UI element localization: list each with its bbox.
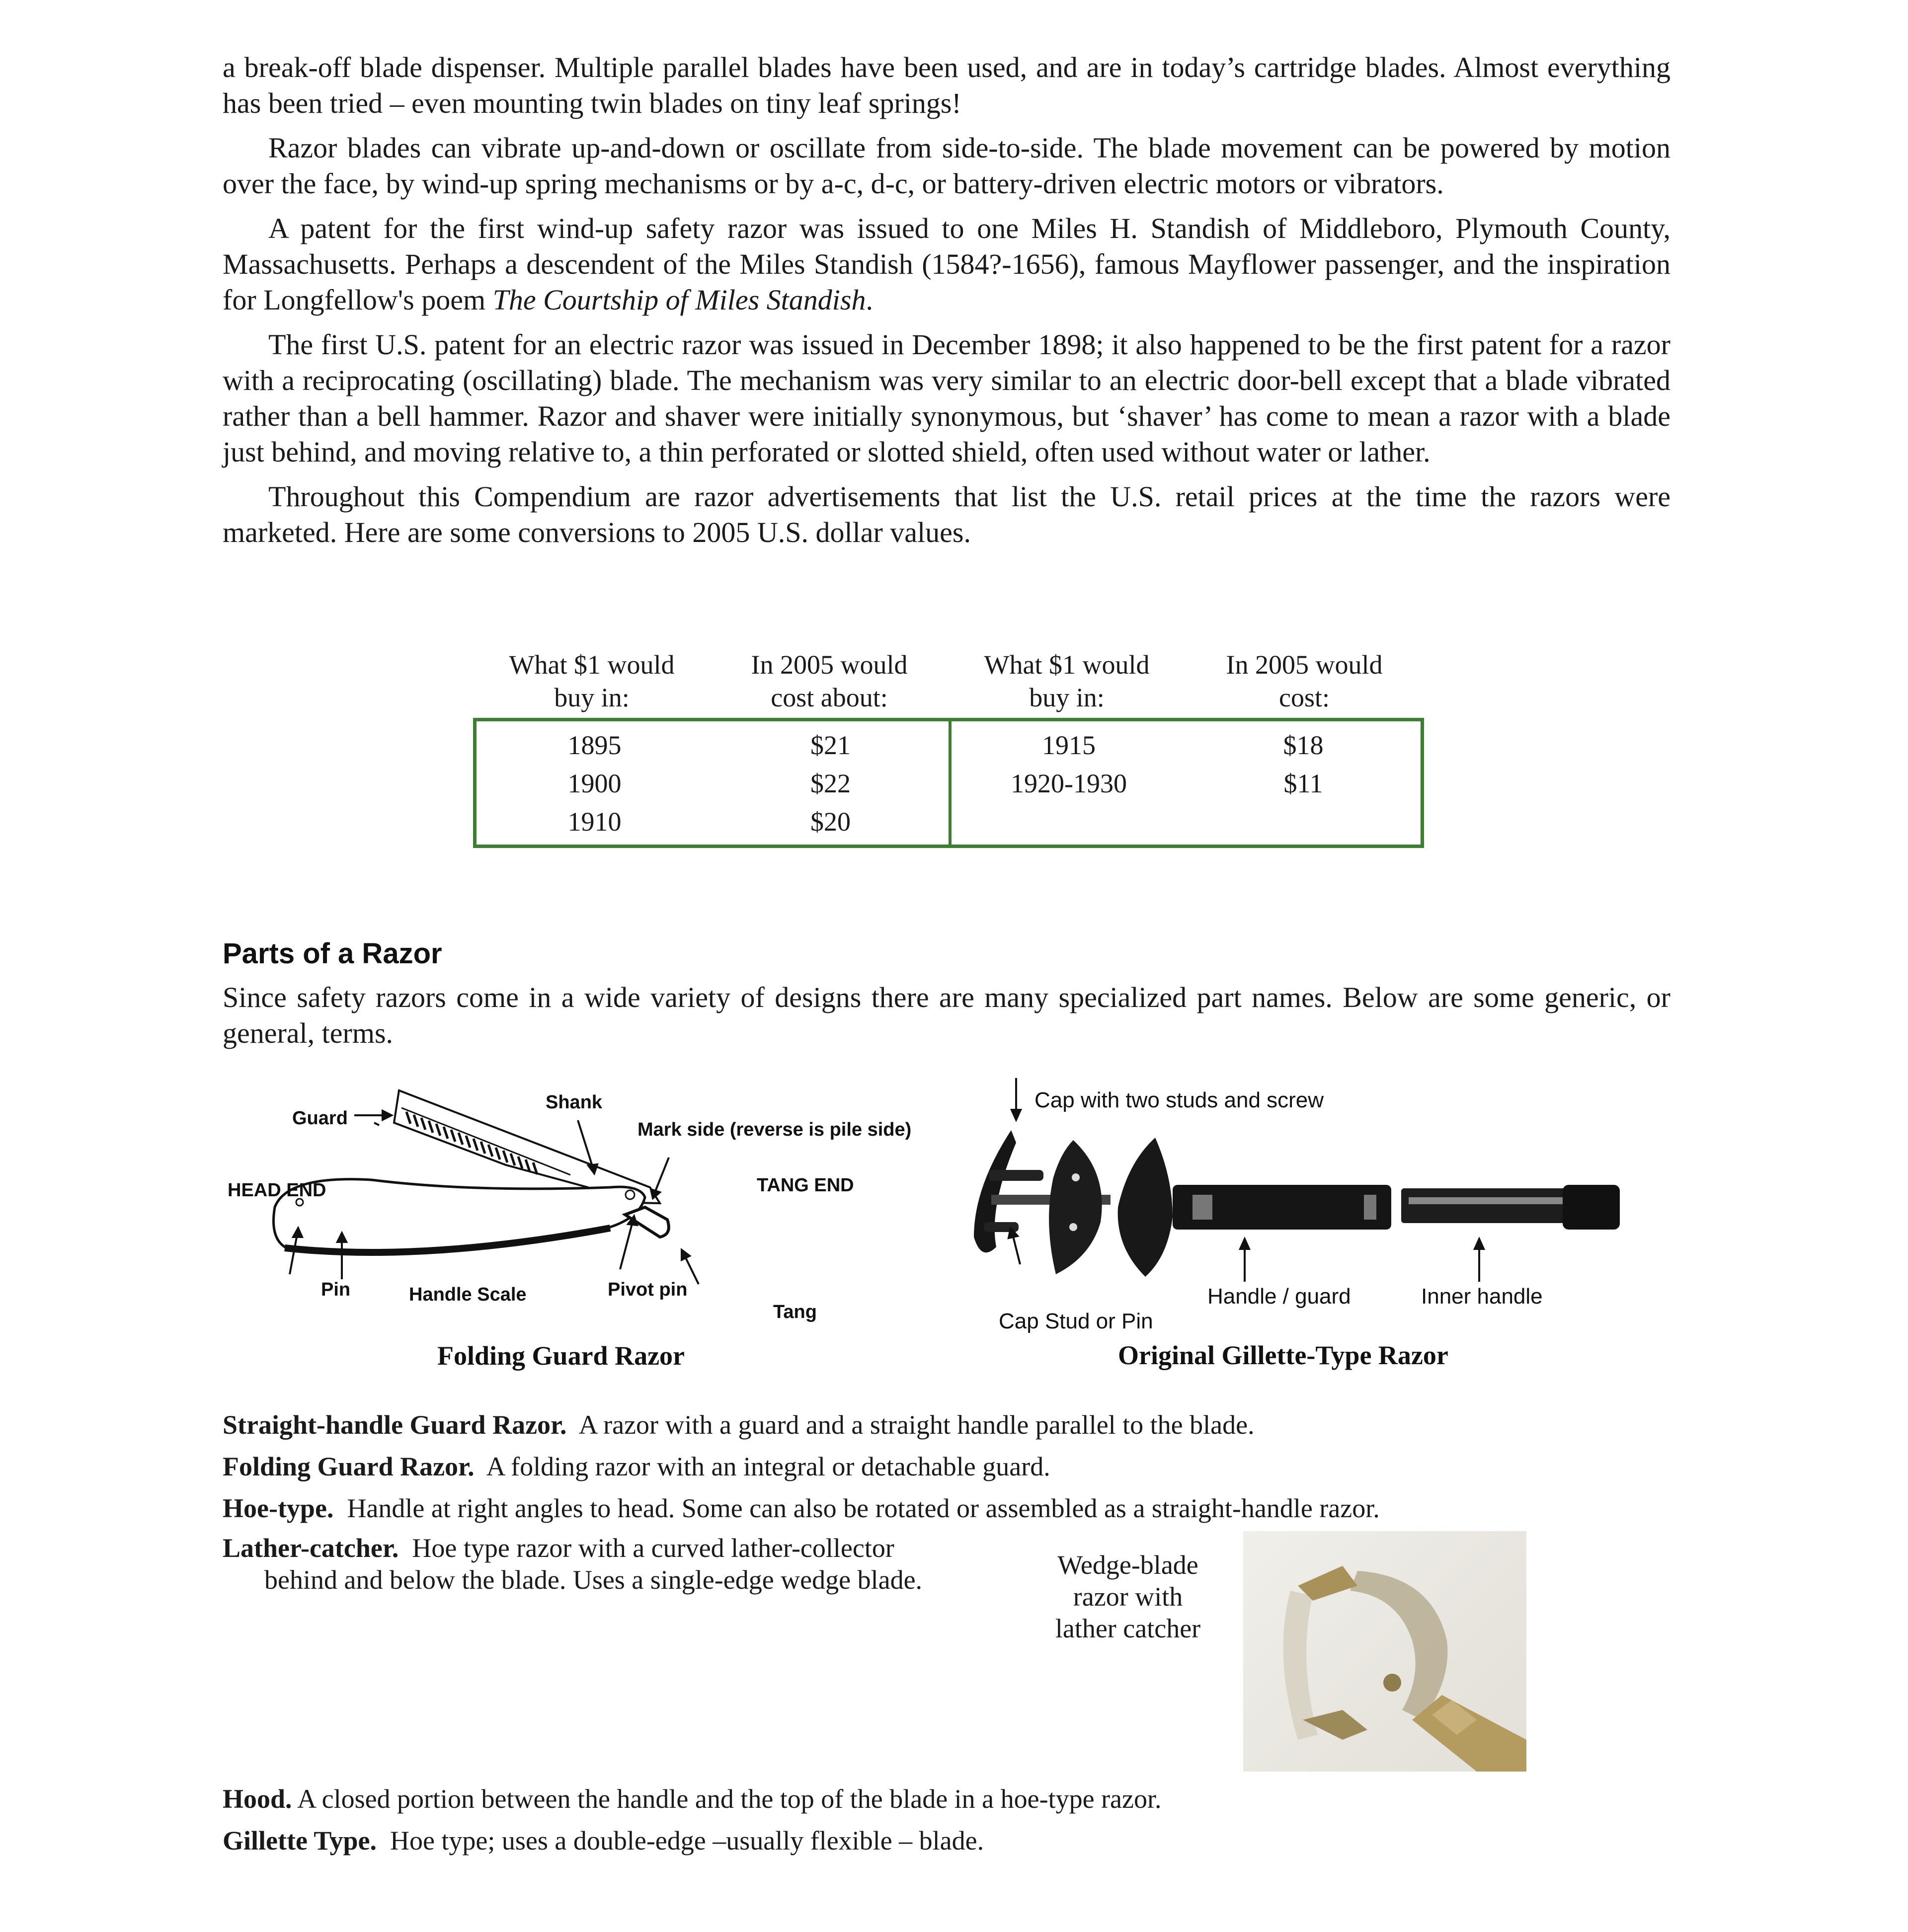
table-right-half [949, 721, 1421, 845]
table-cell: $22 [810, 769, 851, 798]
definition-text: Hoe type razor with a curved lather-collector [412, 1533, 894, 1563]
caption-line: Wedge-blade [1057, 1550, 1198, 1580]
label-handle-guard: Handle / guard [1207, 1284, 1351, 1309]
gillette-razor-figure [954, 1058, 1650, 1386]
header-line: In 2005 would [751, 650, 908, 680]
definition-text: Hoe type; uses a double-edge –usually flexible – blade. [390, 1826, 984, 1855]
label-tang-end: TANG END [757, 1175, 854, 1196]
paragraph-4: The first U.S. patent for an electric razor was issued in December 1898; it also happened to be the first patent for a razor with a reciprocating (oscillating) blade. The mechanism was very similar to an electric door-bell except that a blade vibrated rather than a bell hammer. Razor and shaver were initially synonymous, but ‘shaver’ has come to mean a razor with a blade just behind, and moving relative to, a thin perforated or slotted shield, often used without water or lather. [223, 328, 1670, 468]
table-cell: $11 [1283, 769, 1323, 798]
header-year-left [473, 648, 711, 714]
table-left-half [477, 721, 949, 845]
label-head-end: HEAD END [228, 1180, 326, 1201]
caption-gillette-razor: Original Gillette-Type Razor [1118, 1340, 1448, 1370]
paragraph-3-end: . [866, 284, 873, 316]
paragraph-3 [223, 211, 1670, 318]
definition-term: Folding Guard Razor. [223, 1452, 475, 1481]
table-cell: $20 [810, 807, 851, 837]
definition-item [223, 1407, 1670, 1443]
header-cost-right [1186, 648, 1423, 714]
table-header [473, 648, 1424, 714]
price-conversion-table [473, 648, 1424, 848]
definition-term: Lather-catcher. [223, 1533, 399, 1563]
definition-text: A closed portion between the handle and the top of the blade in a hoe-type razor. [297, 1784, 1162, 1814]
table-cell: 1910 [567, 807, 622, 837]
definition-term: Hood. [223, 1784, 292, 1814]
paragraph-2: Razor blades can vibrate up-and-down or oscillate from side-to-side. The blade movement can be powered by motion over the face, by wind-up spring mechanisms or by a-c, d-c, or battery-driven electric motors or vibrators. [223, 132, 1670, 200]
label-tang: Tang [773, 1302, 817, 1322]
paragraph-1: a break-off blade dispenser. Multiple parallel blades have been used, and are in today’s cartridge blades. Almost everything has been tried – even mounting twin blades on tiny leaf springs! [223, 51, 1670, 119]
caption-folding-guard-razor: Folding Guard Razor [437, 1341, 685, 1371]
definition-text: A razor with a guard and a straight handle parallel to the blade. [578, 1410, 1255, 1440]
paragraph-3-text: A patent for the first wind-up safety razor was issued to one Miles H. Standish of Middleboro, Plymouth County, Massachusetts. Perhaps a descendent of the Miles Standish (1584?-1656), famous Mayflower passenger, and the inspiration for Longfellow's poem [223, 212, 1670, 316]
label-cap-stud: Cap Stud or Pin [999, 1309, 1153, 1333]
year-column [952, 726, 1186, 845]
section-intro [223, 980, 1670, 1051]
table-cell: 1900 [567, 769, 622, 798]
label-pin: Pin [321, 1279, 351, 1300]
body-text [223, 50, 1670, 550]
label-shank: Shank [546, 1092, 603, 1113]
table-cell: $21 [810, 730, 851, 760]
section-intro-text: Since safety razors come in a wide variety of designs there are many specialized part names. Below are some generic, or general, terms. [223, 981, 1670, 1049]
definitions-list-continued [223, 1781, 1670, 1864]
table-cell: 1895 [567, 730, 622, 760]
definition-term: Hoe-type. [223, 1493, 334, 1523]
year-column [477, 726, 713, 845]
table-cell: 1920-1930 [1011, 769, 1127, 798]
label-guard: Guard [292, 1108, 348, 1129]
table-cell: $18 [1283, 730, 1324, 760]
label-inner-handle: Inner handle [1421, 1284, 1543, 1309]
header-cost-left [711, 648, 948, 714]
folding-guard-razor-figure [223, 1068, 938, 1376]
header-line: cost about: [771, 683, 888, 712]
header-line: buy in: [1029, 683, 1105, 712]
photo-caption [1029, 1549, 1227, 1644]
header-line: buy in: [554, 683, 630, 712]
cost-column [713, 726, 949, 845]
caption-line: razor with [1073, 1582, 1183, 1612]
definition-text: A folding razor with an integral or detachable guard. [486, 1452, 1050, 1481]
label-mark-side: Mark side (reverse is pile side) [637, 1119, 912, 1140]
section-heading: Parts of a Razor [223, 937, 442, 970]
definition-item [223, 1823, 1670, 1858]
poem-title: The Courtship of Miles Standish [492, 284, 866, 316]
definition-item [223, 1781, 1670, 1817]
cost-column [1186, 726, 1421, 845]
header-line: In 2005 would [1226, 650, 1383, 680]
header-year-right [948, 648, 1186, 714]
header-line: What $1 would [984, 650, 1150, 680]
label-handle-scale: Handle Scale [409, 1284, 527, 1305]
header-line: What $1 would [509, 650, 675, 680]
definition-text-continued: behind and below the blade. Uses a single-edge wedge blade. [264, 1565, 923, 1595]
table-cell: 1915 [1042, 730, 1096, 760]
razor-photo-icon [1243, 1531, 1526, 1772]
definition-term: Straight-handle Guard Razor. [223, 1410, 567, 1440]
label-pivot-pin: Pivot pin [608, 1279, 688, 1300]
header-line: cost: [1279, 683, 1330, 712]
table-body [473, 718, 1424, 848]
definition-term: Gillette Type. [223, 1826, 377, 1855]
lather-catcher-razor-photo [1243, 1531, 1526, 1772]
definition-text: Handle at right angles to head. Some can also be rotated or assembled as a straight-handle razor. [347, 1493, 1380, 1523]
caption-line: lather catcher [1055, 1614, 1201, 1643]
definition-item [223, 1490, 1670, 1526]
definition-item [223, 1449, 1670, 1484]
label-cap: Cap with two studs and screw [1034, 1088, 1324, 1112]
paragraph-5: Throughout this Compendium are razor advertisements that list the U.S. retail prices at the time the razors were marketed. Here are some conversions to 2005 U.S. dollar values. [223, 480, 1670, 548]
